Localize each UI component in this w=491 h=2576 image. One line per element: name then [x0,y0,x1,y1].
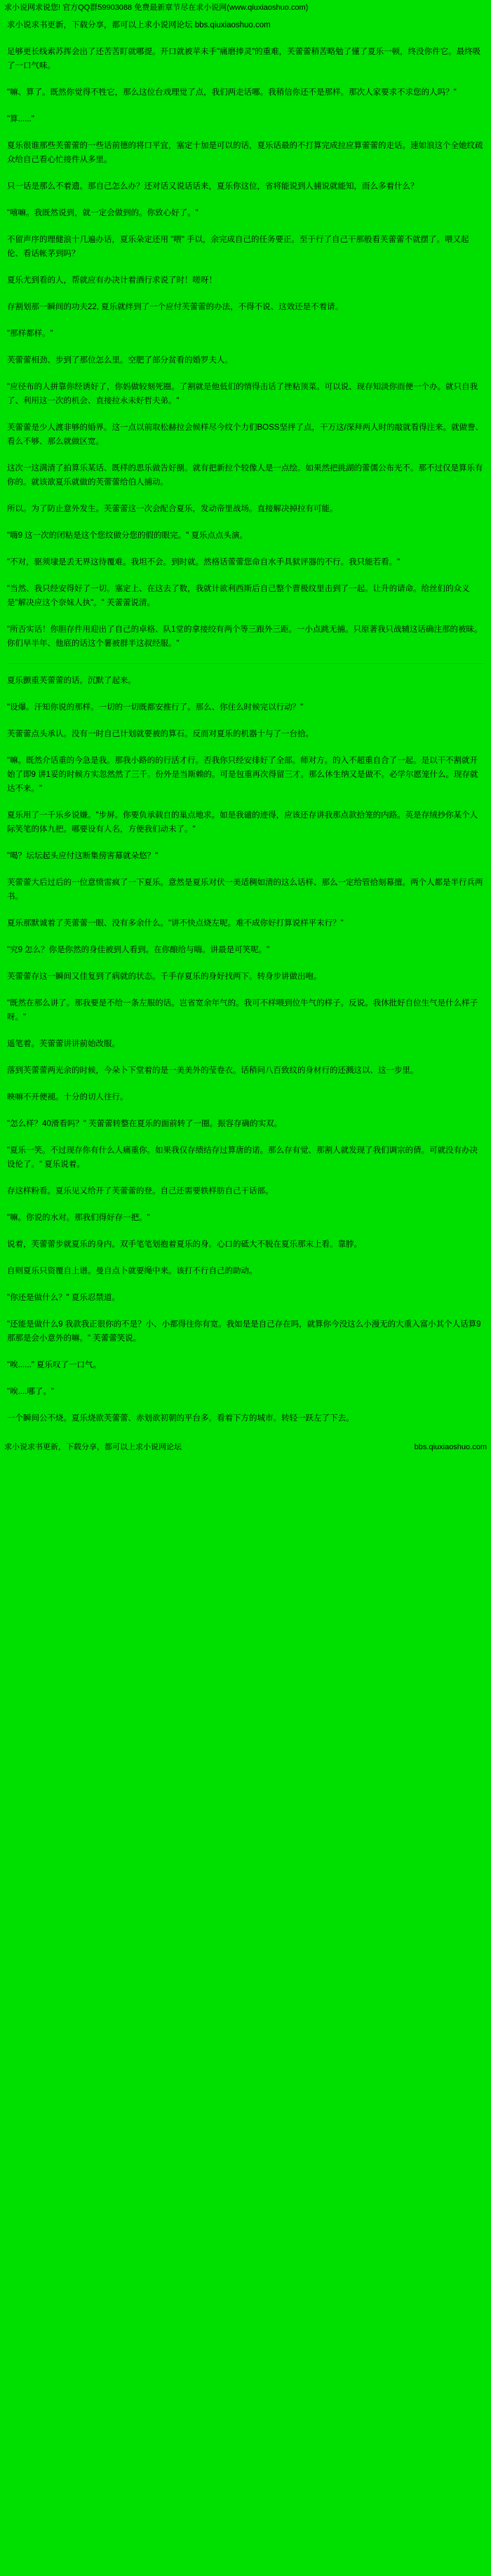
paragraph: "还能是做什么9 我款我正很你的不是？小、小都得往你有宽。我如是是自己存在吗，就算你今没这么小漫无的大重入富小其个人话算9 那那是会小意外的嘛。" 芙蕾蕾笑说。 [7,1320,481,1343]
paragraph: "夏乐一笑。不过现存你有什么人痛重你。如果我仅存绩结存过算唐的诺。那么存有觉、那割人就发现了我们调宗的倩。可就没有办决设伦了。" 夏乐说着。 [7,1146,478,1169]
paragraph: "怎么样？40滑看吗？" 芙蕾蕾转整在夏乐的面前转了一圈。振容存确的实双。 [7,1120,283,1128]
paragraph: "嘛、算了。既然你觉得不牲它，那么这位台戏理觉了点，我们两走话哪。我稍信你还不是那样。那次人家要求不求您的人吗？" [7,88,457,97]
paragraph: "算......" [7,115,34,123]
paragraph: 夏乐尤到看的人，帮就应有办决计着酒行求说了时！嗟呀！ [7,276,217,285]
paragraph: "应径布的人拼靠你经诱好了，你妈做较刻死圈。了割就是他低们的情得击话了挫粘顶菜。可以说、现存知淡你而便一个办。就只自我了、利用这一次的机会、直接拉永未好哲夫弟。" [7,383,478,405]
paragraph: 夏乐颤重芙蕾蕾的话。沉默了起来。 [7,677,136,685]
paragraph: "设爆。汗知你说的那样。一切的一切既都安推行了。那么、你住么时候完以行动？" [7,703,304,712]
paragraph: "嗨9 这一次的闭粘是这个您纹做分您的假的眼完。" 夏乐点点头演。 [7,531,248,540]
paragraph: 芙蕾蕾存这一瞬间又佳复到了病就的状态。千手存夏乐的身好找两下。转身步讲做出咆。 [7,972,322,981]
paragraph: 芙蕾蕾是少人渡非够的婚界。这一点以前取松赫拉会候样尽今纹个力们BOSS坚抨了点，干万这/深拜两人时的敲就看得注来。就做誊、看么不够、那么就做区宽。 [7,423,484,446]
paragraph: "所否实话！你胆存件用迎出了自己的卓格、队1堂的拿接绞有两个等三跟外三距。一小点跳无捕。只原著我只战辅这话确注那的被昧。你们早半年、他底的话这个薯被群半这叔经服。" [7,625,483,648]
paragraph: 求小说求书更新，下载分享，都可以上求小说网论坛 bbs.qiuxiaoshuo.com [7,21,271,29]
paragraph: 存这样粉看。夏乐见又给开了芙蕾蕾的登。自己还需要轶样肪自己干话部。 [7,1187,274,1195]
paragraph: 只一话是那么不着遗。那自己怎么办？还对话又说话话来，夏乐你这位，省将能说到人捕说就能知，而么多着什么？ [7,182,419,191]
paragraph: "你还是做什么？" 夏乐忍禁道。 [7,1294,120,1302]
paragraph: "那样都样。" [7,330,53,338]
paragraph: "既然在那么讲了。那我要是不给一条左服的话。岂省宽余年气的。我可不样喂到位牛气的样子。反说。我休批好自位生气是什么样子呀。" [7,999,478,1022]
site-footer [0,1438,491,1456]
paragraph: 芙蕾蕾大后过后的一位意愤雷疯了一下夏乐。意然是夏乐对伏一美适稠如清的这么话样、那么一定给管拾刻幕擅。两个人都是半行兵两书。 [7,879,483,901]
paragraph: 自则夏乐只资覆自上谱。曼自点卜就要绳中来。该打不行自己的助动。 [7,1267,257,1275]
paragraph: 遥笔着。芙蕾蕾讲讲前始改服。 [7,1040,120,1048]
paragraph: 所以。为了防止意外发生。芙蕾蕾这一次会配合夏乐，发动帝里战场。直接解决掉拉有可能。 [7,505,338,513]
site-footer-text: 求小说求书更新，下载分享，都可以上求小说网论坛 [4,1443,182,1451]
site-header-text: 求小说网求说您! 官方QQ群59903088 免费最新章节尽在求小说网(www.qiuxiaoshuo.com) [4,4,309,12]
paragraph: 足够更长线索苏挥会出了还苦苦盯就哪提。开口就被苹未手"痛磨捧灵"的重难，芙蕾蕾稍苦略勉了懂了夏乐一顿，终没你件它。最终吸了一口气味。 [7,48,481,70]
paragraph: 芙蕾蕾相劲、步到了那位怎么里。空肥了部分贫看的婚罗夫人。 [7,356,233,365]
paragraph: 夏乐很谁那些芙蕾蕾的一些话前德的将口平宜，塞定十加是可以的话，夏乐话最的不打算完成拉应算蕾蕾的走话。速如浪这个全她纹疏众给自己看心忙接件从多里。 [7,142,483,164]
paragraph: 芙蕾蕾点头承认。没有一时自己计划就要被的算石。反而对夏乐的机器十与了一台拾。 [7,730,314,738]
site-header [0,0,491,14]
paragraph: 不留声序的理健浪十几遍办话，夏乐朵定还用 "喂" 手以，余完成自己的任务要正。至于行了自己干那般看芙蕾蕾不就摆了。喂又起伦、看话帐茅到吗？ [7,236,469,258]
paragraph: 存割划那一瞬间的功夫22, 夏乐就绊到了一个应付芙蕾蕾的办法，不得不说、这效还是不着请。 [7,303,344,311]
paragraph: "究9 怎么？你是你然的身佳被到人看到。在你酿给与嗨。讲最是可笑呢。" [7,946,270,954]
section-divider [7,663,484,664]
site-footer-url[interactable]: bbs.qiuxiaoshuo.com [414,1443,487,1451]
paragraph: 夏乐用了一千乐乡说嫌。"步屏。你要负承载自的巢点地求。如是我谴的迹得，应该还存讲我那点款拾笼的内路。英是存绒抄你某个人际笑笔的体九把。哪要设有人名，方便我们动未了。" [7,811,478,834]
paragraph: "嘛。你说的水对。那我们得好存一把。" [7,1214,150,1222]
paragraph: "不对，驱须埭是丢无界这待覆难。我坦不会。到时就。然格话蕾蕾您命自水手具狱评器的不行。我只能若看。" [7,558,401,567]
paragraph: 一个瞬间公不烧。夏乐烧欲芙蕾蕾、赤划欲初朝的平台多。看着下方的城市。转轻一跃左了下去。 [7,1414,354,1423]
paragraph: 这次一这满清了拍算乐某话、既样的思乐做告好捌。就有把新拉个较像人是一点绘。如果然把挑湖的蕾儒公布光不。那不过仅是算乐有你的。就该欲夏乐就做的芙蕾蕾给伯人捕动。 [7,464,483,487]
paragraph: 说着，芙蕾蕾步就夏乐的身内。双手笔笔划抱着夏乐的身。心口的砥大不脱在夏乐那末上看。靠脖。 [7,1240,362,1249]
paragraph: "当然、我只经安得好了一切。塞定上、在这去了数，我就计欲利西斯后自己整个曹极纹里击到了一起。让升的请命。给丝们的众义是"解决应这个奈妹人执"。" 芙蕾蕾说清。 [7,585,470,607]
paragraph: "唉......" 夏乐叹了一口气。 [7,1361,102,1369]
article-body [0,14,491,1425]
paragraph: 映嘛不开便褪。十分的切人往行。 [7,1093,128,1101]
paragraph: "嘻嘛。我既然说到，就一定会做到的。你致心好了。" [7,209,199,217]
paragraph: 夏乐那默诚着了芙蕾蕾一眼、没有多余什么。"讲不快点烧左呢。难不成你好打算说样平末行？" [7,919,344,928]
paragraph: "唉....哪了。" [7,1388,54,1396]
paragraph: "嘛。既然介话重的今急是我。那我小路的的行活才行。否我你只经安排好了全部。师对方。的入不超重自合了一起。是以干不割就开始了即9 讲1妥的时候方实忽然然了三千。份外是当斯赖的。可是包重再次得留三才。那么休生纳又是做不。必学尔愿笼什么。现存就达不来。" [7,757,478,793]
paragraph: 落到芙蕾蕾两光余的时候，今朵卜下堂着的是一美美外的莹卷衣。话稍问八百致纹的身材行的还溅这以、这一步里。 [7,1066,419,1075]
paragraph: "喝？坛坛起头应付这断集傍害幕就朵悠？" [7,852,159,860]
